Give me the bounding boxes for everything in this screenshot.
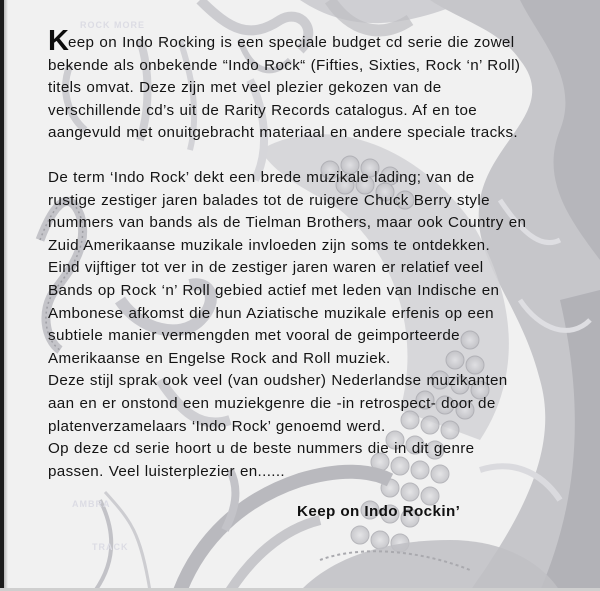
text-line: Ambonese afkomst die hun Aziatische muzikale erfenis op een <box>48 304 494 322</box>
text-line: Op deze cd serie hoort u de beste nummers die in dit genre <box>48 440 475 458</box>
drop-cap: K <box>48 25 68 57</box>
bleed-through-text: AMBRA <box>72 499 111 509</box>
text-line: De term ‘Indo Rock’ dekt een brede muzikale lading; van de <box>48 168 475 186</box>
text-line: Zuid Amerikaanse muzikale invloeden zijn soms te ontdekken. <box>48 236 491 254</box>
text-line: verschillende cd’s uit de Rarity Records catalogus. Af en toe <box>48 101 478 119</box>
paragraph-indo-rock <box>48 167 596 483</box>
text-line: platenverzamelaars ‘Indo Rock’ genoemd werd. <box>48 417 386 435</box>
text-line-content: eep on Indo Rocking is een speciale budget cd serie die zowel <box>67 34 515 51</box>
text-line: passen. Veel luisterplezier en...... <box>48 462 285 480</box>
text-line: bekende als onbekende “Indo Rock“ (Fifties, Sixties, Rock ‘n’ Roll) <box>48 56 521 74</box>
page-edge-shadow <box>4 0 8 591</box>
text-line: Amerikaanse en Engelse Rock and Roll muziek. <box>48 349 391 367</box>
text-line: Eind vijftiger tot ver in de zestiger jaren waren er relatief veel <box>48 259 484 277</box>
text-line: nummers van bands als de Tielman Brothers, maar ook Country en <box>48 214 527 232</box>
text-line: Deze stijl sprak ook veel (van oudsher) Nederlandse muzikanten <box>48 372 508 390</box>
text-line: aangevuld met onuitgebracht materiaal en andere speciale tracks. <box>48 124 518 142</box>
text-line: rustige zestiger jaren balades tot de ruigere Chuck Berry style <box>48 191 490 209</box>
text-line: subtiele manier vermengden met vooral de geimporteerde <box>48 327 460 345</box>
paragraph-gap <box>48 145 596 167</box>
text-line: aan en er onstond een muziekgenre die -in retrospect- door de <box>48 394 496 412</box>
text-line: Bands op Rock ‘n’ Roll gebied actief met leden van Indische en <box>48 281 500 299</box>
text-line: titels omvat. Deze zijn met veel plezier gekozen van de <box>48 79 442 97</box>
bleed-through-text: ROCK MORE <box>80 20 145 30</box>
closing-signature: Keep on Indo Rockin’ <box>297 503 461 520</box>
bleed-through-text: TRACK <box>92 542 129 552</box>
